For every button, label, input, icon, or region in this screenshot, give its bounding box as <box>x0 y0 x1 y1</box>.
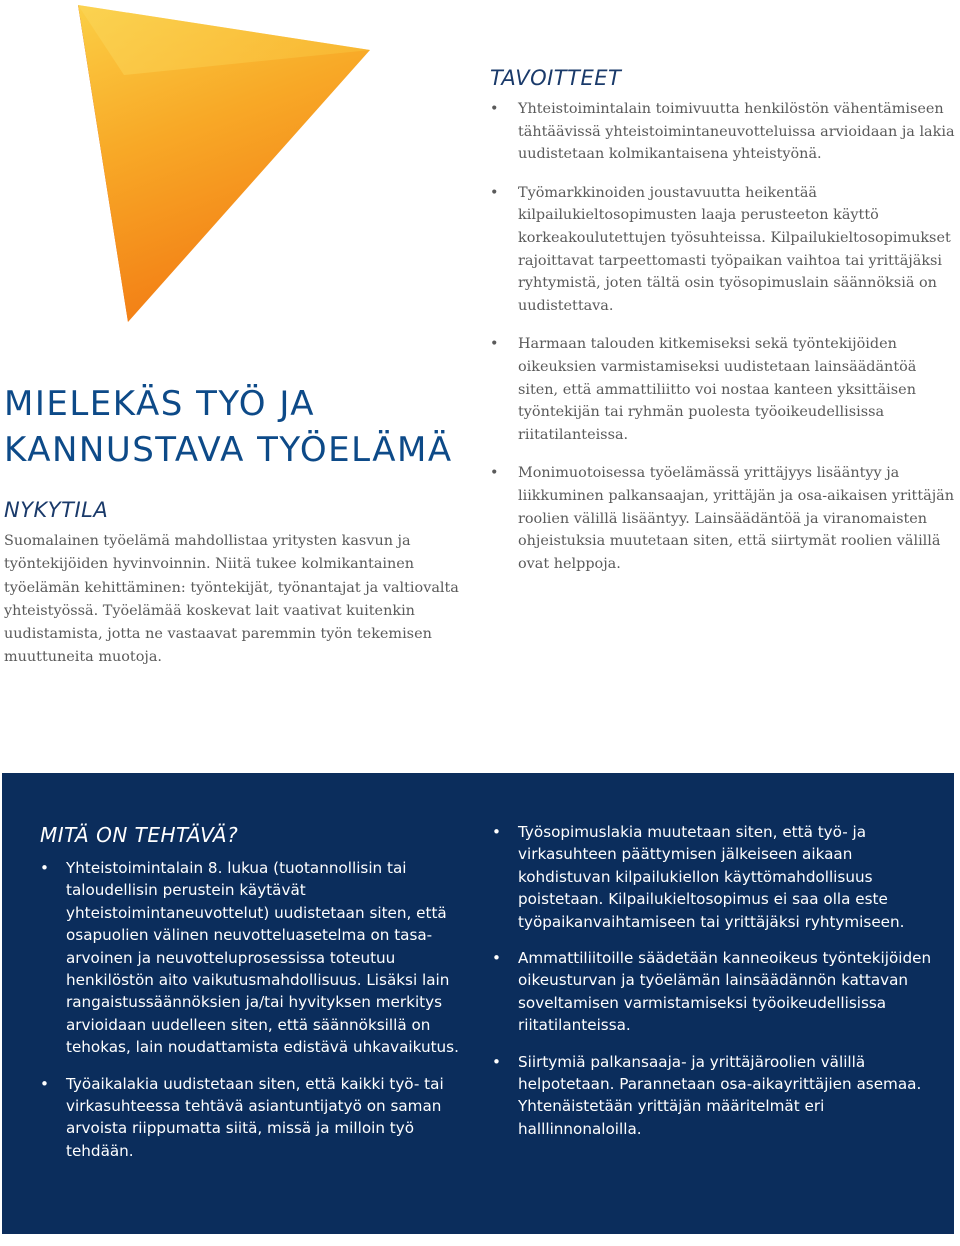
list-item: • Harmaan talouden kitkemiseksi sekä työntekijöiden oikeuksien varmistamiseksi uudistetaan lainsäädäntöä siten, että ammattiliitto voi nostaa kanteen yksittäisen työntekijän tai ryhmän puolesta työoikeudellisissa riitatilanteissa. <box>490 333 956 446</box>
prism-illustration <box>0 0 480 340</box>
list-item: • Siirtymiä palkansaaja- ja yrittäjäroolien välillä helpotetaan. Parannetaan osa-aikayrittäjien asemaa. Yhtenäistetään yrittäjän määritelmät eri halllinnonaloilla. <box>492 1051 932 1141</box>
page-title-line1: MIELEKÄS TYÖ JA <box>4 384 316 424</box>
current-state-text: Suomalainen työelämä mahdollistaa yritysten kasvun ja työntekijöiden hyvinvoinnin. Niitä tukee kolmikantainen työelämän kehittäminen: työntekijät, työnantajat ja valtiovalta yhteistyössä. Työelämää koskevat lait vaativat kuitenkin uudistamista, jotta ne vastaavat paremmin työn tekemisen muuttuneita muotoja. <box>4 533 459 666</box>
goals-list <box>490 98 956 575</box>
page-title-line2: KANNUSTAVA TYÖELÄMÄ <box>4 430 453 470</box>
list-item: • Työaikalakia uudistetaan siten, että kaikki työ- tai virkasuhteessa tehtävä asiantuntijatyö on saman arvoista riippumatta siitä, missä ja milloin työ tehdään. <box>40 1073 470 1163</box>
goals-section <box>490 66 956 591</box>
list-item: • Yhteistoimintalain 8. lukua (tuotannollisin tai taloudellisin perustein käytävät yhteistoimintaneuvottelut) uudistetaan siten, että osapuolien välinen neuvotteluasetelma on tasa-arvoinen ja neuvotteluprosessissa toteutuu henkilöstön aito vaikutusmahdollisuus. Lisäksi lain rangaistussäännöksien ja/tai hyvityksen merkitys arvioidaan uudelleen siten, että säännöksillä on tehokas, lain noudattamista edistävä uhkavaikutus. <box>40 857 470 1059</box>
tasks-list-right <box>492 821 932 1154</box>
goals-heading: TAVOITTEET <box>490 66 622 90</box>
list-item: • Työsopimuslakia muutetaan siten, että työ- ja virkasuhteen päättymisen jälkeiseen aikaan kohdistuvan kilpailukiellon käyttömahdollisuus poistetaan. Kilpailukieltosopimus ei saa olla este työpaikanvaihtamiseen tai yrittäjäksi ryhtymiseen. <box>492 821 932 933</box>
tasks-heading: MITÄ ON TEHTÄVÄ? <box>40 823 239 847</box>
list-item: • Yhteistoimintalain toimivuutta henkilöstön vähentämiseen tähtäävissä yhteistoimintaneuvotteluissa arvioidaan ja lakia uudistetaan kolmikantaisena yhteistyönä. <box>490 98 956 166</box>
tasks-list-left <box>40 857 470 1176</box>
current-state-section <box>4 498 466 670</box>
page-title <box>4 381 464 473</box>
current-state-heading: NYKYTILA <box>4 498 109 522</box>
list-item: • Ammattiliitoille säädetään kanneoikeus työntekijöiden oikeusturvan ja työelämän lainsäädännön kattavan soveltamisen varmistamiseksi työoikeudellisissa riitatilanteissa. <box>492 947 932 1037</box>
list-item: • Monimuotoisessa työelämässä yrittäjyys lisääntyy ja liikkuminen palkansaajan, yrittäjän ja osa-aikaisen yrittäjän roolien välillä lisääntyy. Lainsäädäntöä ja viranomaisten ohjeistuksia muutetaan siten, että siirtymät roolien välillä ovat helppoja. <box>490 462 956 575</box>
tasks-panel <box>2 773 954 1234</box>
list-item: • Työmarkkinoiden joustavuutta heikentää kilpailukieltosopimusten laaja perusteeton käyttö korkeakoulutettujen työsuhteissa. Kilpailukieltosopimukset rajoittavat tarpeettomasti työpaikan vaihtoa tai yrittäjäksi ryhtymistä, joten tältä osin työsopimuslain säännöksiä on uudistettava. <box>490 182 956 318</box>
